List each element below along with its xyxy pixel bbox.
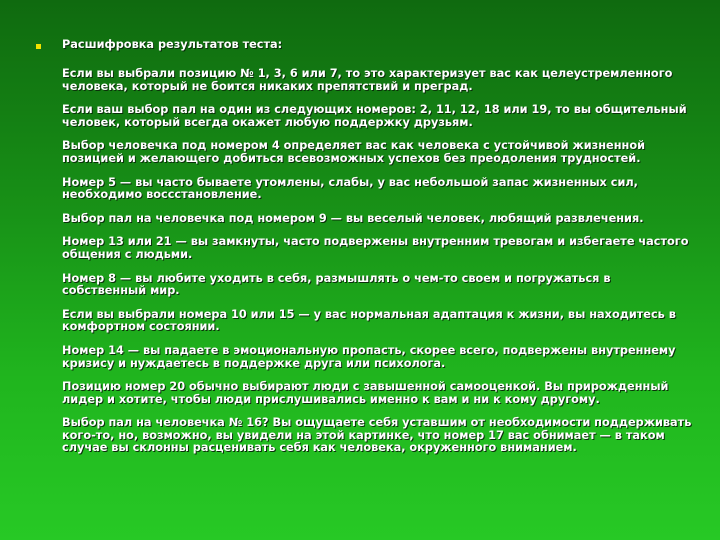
result-paragraph: Номер 8 — вы любите уходить в себя, размышлять о чем-то своем и погружаться в собственный мир. <box>62 271 611 298</box>
bullet-icon <box>36 44 41 49</box>
result-paragraph: Если вы выбрали номера 10 или 15 — у вас нормальная адаптация к жизни, вы находитесь в комфортном состоянии. <box>62 307 676 334</box>
result-paragraph: Выбор человечка под номером 4 определяет вас как человека с устойчивой жизненной позицией и желающего добиться всевозможных успехов без преодоления трудностей. <box>62 139 645 165</box>
result-paragraph: Выбор пал на человечка под номером 9 — вы веселый человек, любящий развлечения. <box>62 211 644 225</box>
slide-heading: Расшифровка результатов теста: <box>62 38 283 51</box>
result-paragraph: Выбор пал на человечка № 16? Вы ощущаете себя уставшим от необходимости поддерживать кого-то, но, возможно, вы увидели на этой картинке, что номер 17 вас обнимает — в таком случае вы склонны расценивать себя как человека, окруженного вниманием. <box>62 416 692 455</box>
result-paragraph: Если ваш выбор пал на один из следующих номеров: 2, 11, 12, 18 или 19, то вы общительный человек, который всегда окажет любую поддержку друзьям. <box>62 103 687 129</box>
result-paragraph: Позицию номер 20 обычно выбирают люди с завышенной самооценкой. Вы прирожденный лидер и хотите, чтобы люди прислушивались именно к вам и ни к кому другому. <box>62 380 669 406</box>
result-paragraph: Номер 13 или 21 — вы замкнуты, часто подвержены внутренним тревогам и избегаете частого общения с людьми. <box>62 235 689 261</box>
results-text <box>62 68 692 455</box>
result-paragraph: Если вы выбрали позицию № 1, 3, 6 или 7, то это характеризует вас как целеустремленного человека, который не боится никаких препятствий и преград. <box>62 67 673 93</box>
result-paragraph: Номер 14 — вы падаете в эмоциональную пропасть, скорее всего, подвержены внутреннему кризису и нуждаетесь в поддержке друга или психолога. <box>62 343 676 370</box>
result-paragraph: Номер 5 — вы часто бываете утомлены, слабы, у вас небольшой запас жизненных сил, необходимо восcстановление. <box>62 175 638 202</box>
